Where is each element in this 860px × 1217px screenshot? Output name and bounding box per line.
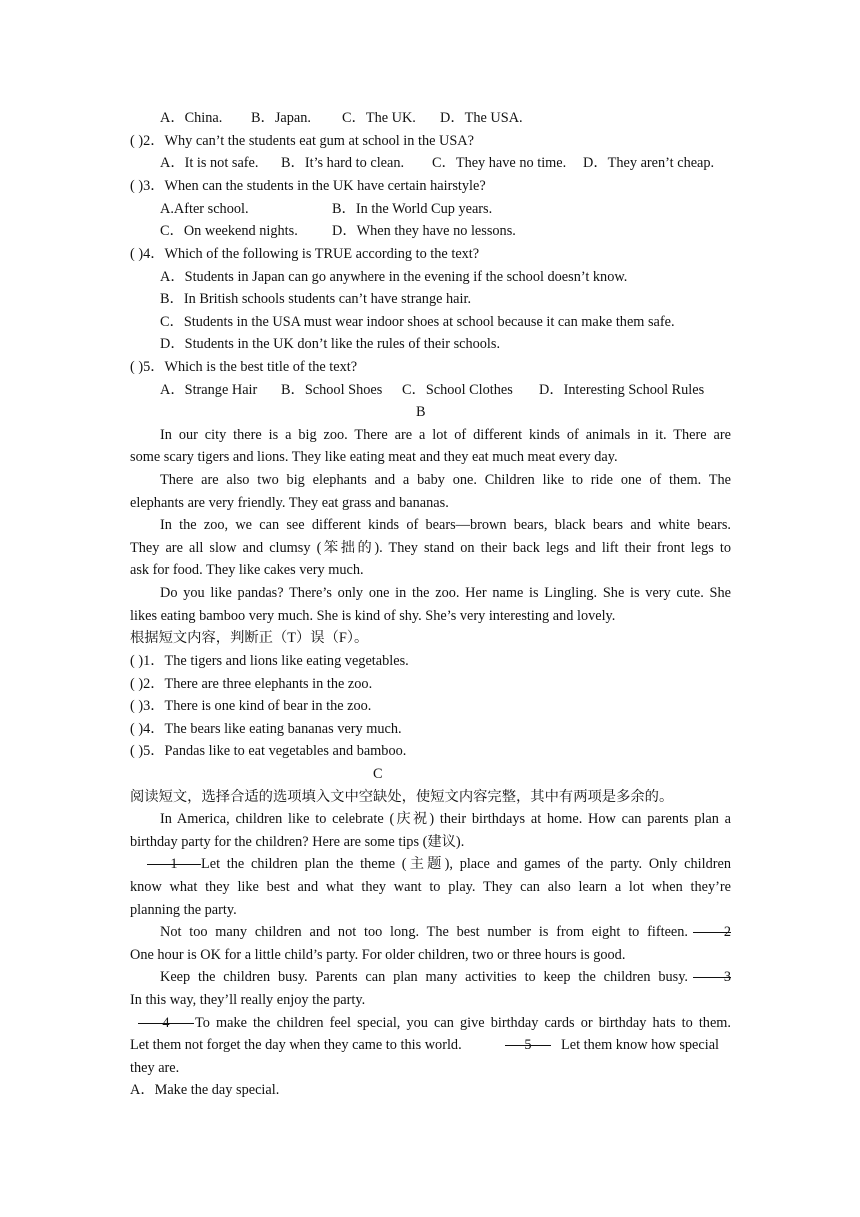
statement-4: ( )4．The bears like eating bananas very much. <box>130 721 402 737</box>
option-a: A．China. <box>160 110 223 126</box>
instruction-c: 阅读短文，选择合适的选项填入文中空缺处，使短文内容完整，其中有两项是多余的。 <box>130 789 674 805</box>
statement-3: ( )3．There is one kind of bear in the zoo. <box>130 698 372 714</box>
statement-5: ( )5．Pandas like to eat vegetables and bamboo. <box>130 743 407 759</box>
passage-c-p5-line2b: Let them know how special <box>561 1037 720 1053</box>
blank-3[interactable]: 3 <box>693 968 731 986</box>
passage-b-p1-line1: In our city there is a big zoo. There are a lot of different kinds of animals in it. There are <box>160 427 731 443</box>
blank-3-row <box>693 968 731 986</box>
q4-option-c: C．Students in the USA must wear indoor shoes at school because it can make them safe. <box>160 314 675 330</box>
option-b: B．Japan. <box>251 110 311 126</box>
passage-c-p4-line1: Keep the children busy. Parents can plan many activities to keep the children busy. <box>160 969 688 985</box>
blank-2[interactable]: 2 <box>693 923 731 941</box>
blank-2-row <box>693 923 731 941</box>
option-a: A.After school. <box>160 201 249 217</box>
passage-b-p4-line1: Do you like pandas? There’s only one in the zoo. Her name is Lingling. She is very cute. She <box>160 585 731 601</box>
passage-b-p2-line2: elephants are very friendly. They eat grass and bananas. <box>130 495 449 511</box>
option-a-line: A．Make the day special. <box>130 1082 280 1098</box>
passage-b-p3-line1: In the zoo, we can see different kinds of bears—brown bears, black bears and white bears. <box>160 517 731 533</box>
passage-b-p3-line2: They are all slow and clumsy (笨拙的). They stand on their back legs and lift their front legs to <box>130 540 731 556</box>
passage-c-p5-line1: To make the children feel special, you can give birthday cards or birthday hats to them. <box>195 1015 731 1031</box>
passage-c-p5-line2a: Let them not forget the day when they came to this world. <box>130 1037 462 1053</box>
option-c: C．School Clothes <box>402 382 513 398</box>
passage-c-p1-line2: birthday party for the children? Here are some tips (建议). <box>130 834 465 850</box>
blank-1-row <box>147 855 201 873</box>
option-d: D．They aren’t cheap. <box>583 155 715 171</box>
passage-b-p2-line1: There are also two big elephants and a baby one. Children like to ride one of them. The <box>160 472 731 488</box>
blank-5[interactable]: 5 <box>505 1036 551 1054</box>
question-5: ( )5．Which is the best title of the text? <box>130 359 358 375</box>
passage-c-p2-line2: know what they like best and what they want to play. They can also learn a lot when they’re <box>130 879 731 895</box>
statement-2: ( )2．There are three elephants in the zoo. <box>130 676 373 692</box>
question-4: ( )4．Which of the following is TRUE according to the text? <box>130 246 480 262</box>
section-heading-b: B <box>416 404 426 420</box>
passage-c-p3-line2: One hour is OK for a little child’s party. For older children, two or three hours is good. <box>130 947 626 963</box>
passage-c-p3-line1: Not too many children and not too long. The best number is from eight to fifteen. <box>160 924 688 940</box>
passage-b-p3-line3: ask for food. They like cakes very much. <box>130 562 364 578</box>
section-heading-c: C <box>373 766 383 782</box>
passage-b-p4-line2: likes eating bamboo very much. She is kind of shy. She’s very interesting and lovely. <box>130 608 616 624</box>
option-d: D．When they have no lessons. <box>332 223 516 239</box>
passage-c-p5-line3: they are. <box>130 1060 180 1076</box>
instruction-b: 根据短文内容，判断正（T）误（F）。 <box>130 630 369 646</box>
q4-option-a: A．Students in Japan can go anywhere in the evening if the school doesn’t know. <box>160 269 628 285</box>
question-3: ( )3．When can the students in the UK have certain hairstyle? <box>130 178 486 194</box>
passage-c-p2-line1: Let the children plan the theme (主题), place and games of the party. Only children <box>201 856 731 872</box>
passage-b-p1-line2: some scary tigers and lions. They like eating meat and they eat much meat every day. <box>130 449 618 465</box>
q4-option-d: D．Students in the UK don’t like the rules of their schools. <box>160 336 501 352</box>
blank-5-row <box>505 1036 551 1054</box>
option-b: B．It’s hard to clean. <box>281 155 405 171</box>
q4-option-b: B．In British schools students can’t have strange hair. <box>160 291 472 307</box>
blank-4[interactable]: 4 <box>138 1014 194 1032</box>
passage-c-p1-line1: In America, children like to celebrate (庆祝) their birthdays at home. How can parents plan a <box>160 811 731 827</box>
statement-1: ( )1．The tigers and lions like eating vegetables. <box>130 653 409 669</box>
option-a: A．It is not safe. <box>160 155 259 171</box>
option-c: C．They have no time. <box>432 155 567 171</box>
option-c: C．On weekend nights. <box>160 223 298 239</box>
option-b: B．School Shoes <box>281 382 383 398</box>
passage-c-p2-line3: planning the party. <box>130 902 237 918</box>
passage-c-p4-line2: In this way, they’ll really enjoy the party. <box>130 992 366 1008</box>
option-b: B．In the World Cup years. <box>332 201 493 217</box>
blank-1[interactable]: 1 <box>147 855 201 873</box>
blank-4-row <box>138 1014 194 1032</box>
option-d: D．Interesting School Rules <box>539 382 705 398</box>
option-d: D．The USA. <box>440 110 523 126</box>
question-2: ( )2．Why can’t the students eat gum at school in the USA? <box>130 133 474 149</box>
option-c: C．The UK. <box>342 110 416 126</box>
option-a: A．Strange Hair <box>160 382 258 398</box>
